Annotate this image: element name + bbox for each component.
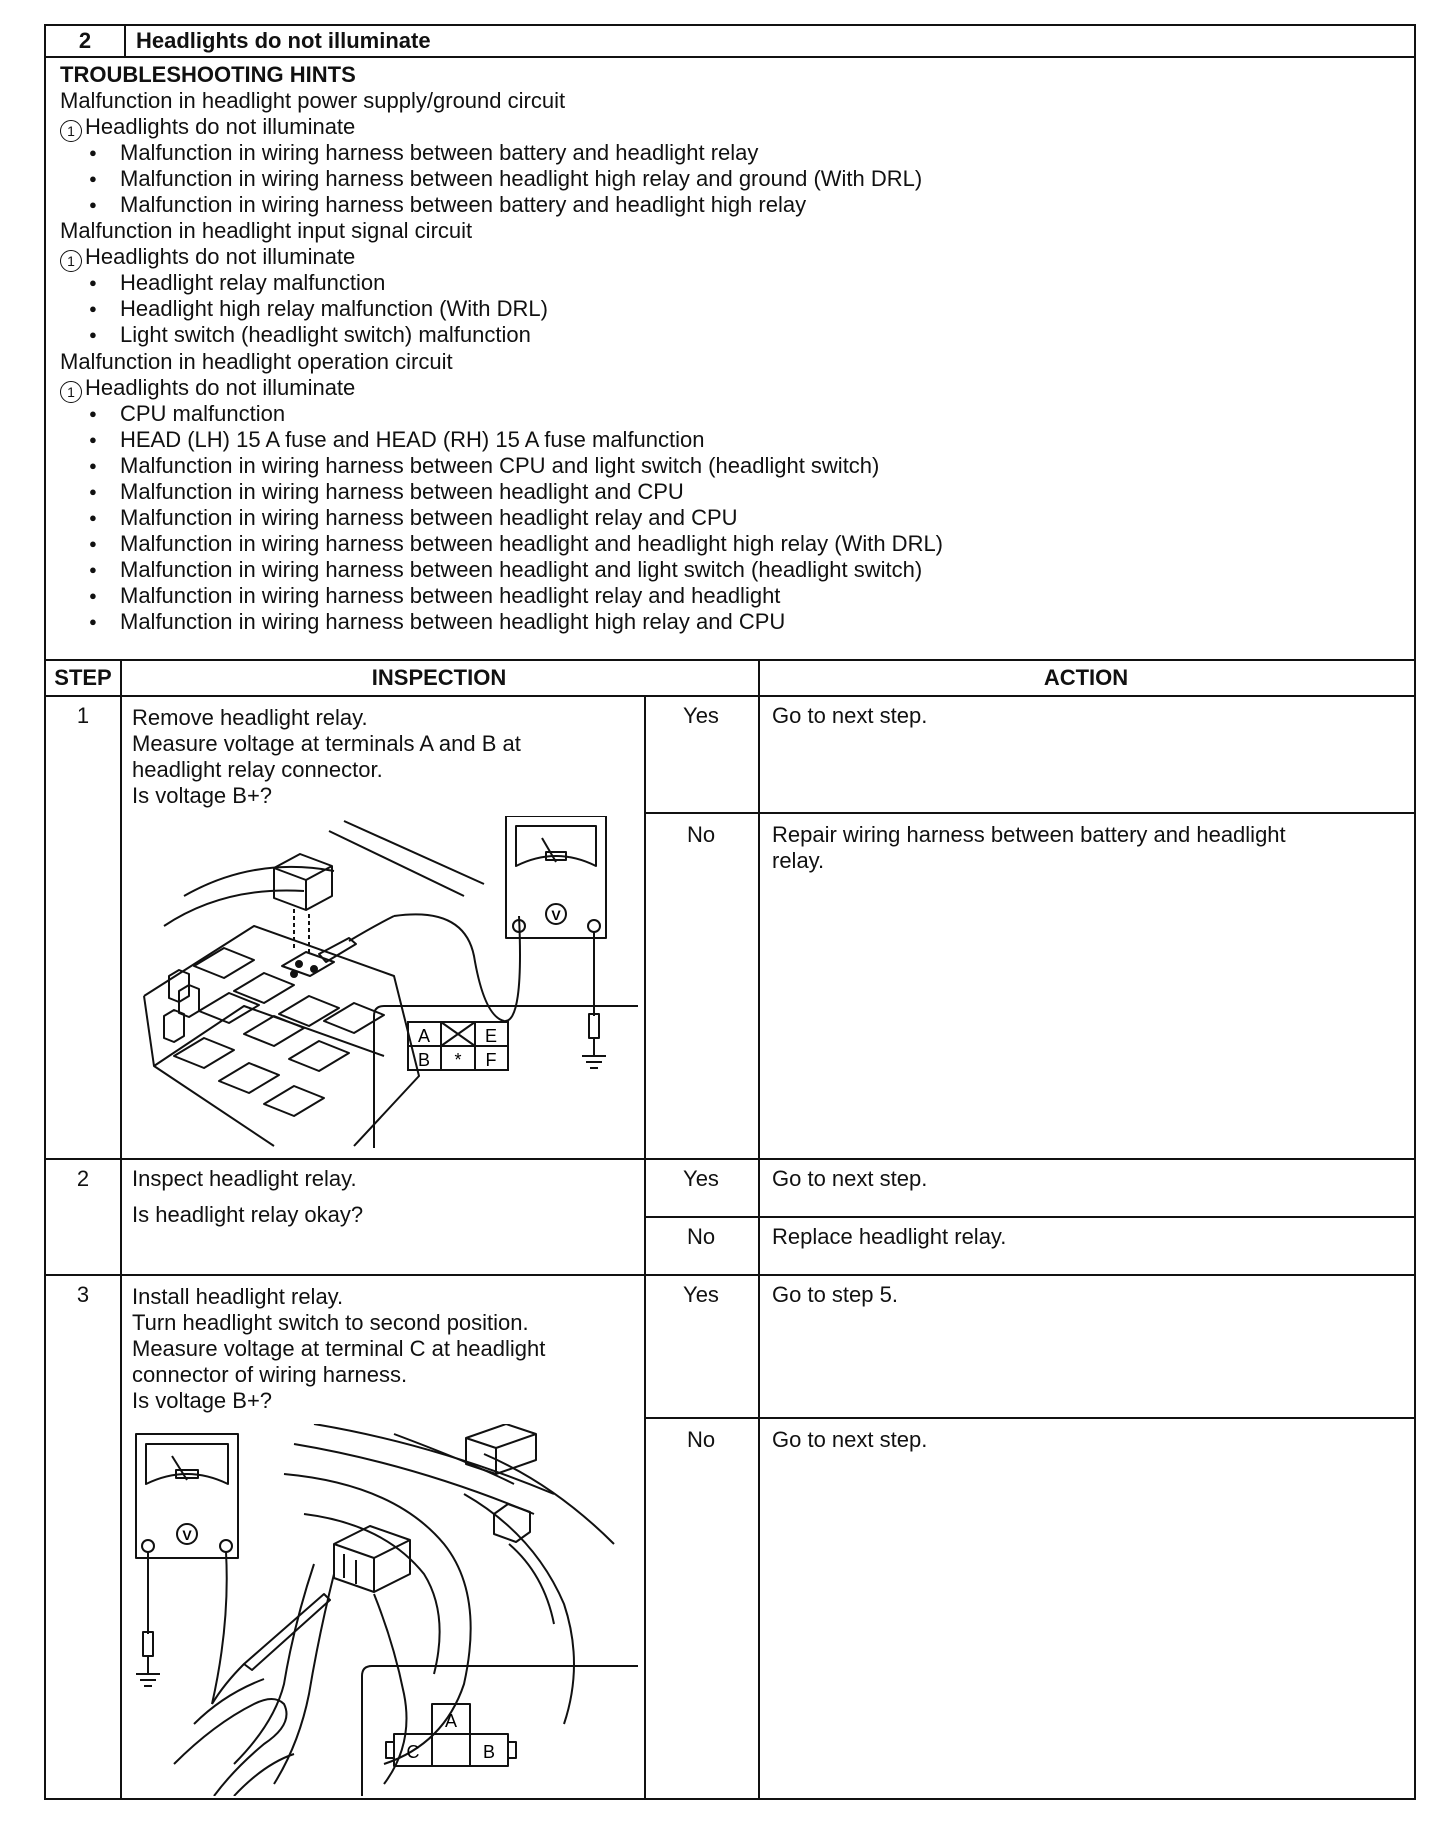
- answer-label: No: [686, 1427, 716, 1452]
- step-inspection-text: Install headlight relay. Turn headlight switch to second position. Measure voltage at terminal C at headlight connector of wiring harness. Is voltage B+?: [132, 1284, 546, 1413]
- terminal-label: E: [484, 1026, 498, 1046]
- answer-label: No: [686, 1224, 716, 1249]
- hint-cause-item: ● Malfunction in wiring harness between headlight relay and CPU: [90, 505, 738, 531]
- terminal-label: *: [454, 1050, 462, 1070]
- section-number: 2: [78, 28, 92, 53]
- step-inspection-text: Is headlight relay okay?: [132, 1202, 364, 1227]
- hint-group-heading: Malfunction in headlight operation circuit: [60, 349, 453, 374]
- action-text: Go to next step.: [772, 1427, 928, 1452]
- table-header-rule: [46, 695, 1414, 697]
- hint-cause-item: ● HEAD (LH) 15 A fuse and HEAD (RH) 15 A fuse malfunction: [90, 427, 705, 453]
- hint-cause-item: ● Malfunction in wiring harness between battery and headlight relay: [90, 140, 758, 166]
- step-number: 2: [76, 1166, 90, 1191]
- circled-number-badge: 1: [60, 120, 82, 142]
- hint-cause-item: ● Malfunction in wiring harness between headlight high relay and ground (With DRL): [90, 166, 922, 192]
- hint-cause-item: ● Malfunction in wiring harness between headlight relay and headlight: [90, 583, 780, 609]
- circled-number-badge: 1: [60, 250, 82, 272]
- action-text: Go to next step.: [772, 703, 928, 728]
- answer-label: Yes: [683, 1166, 719, 1191]
- hint-cause-item: ● Headlight high relay malfunction (With DRL): [90, 296, 548, 322]
- terminal-label: A: [417, 1026, 431, 1046]
- header-rule: [46, 56, 1414, 58]
- step3-yes-rule: [644, 1417, 1414, 1419]
- action-text: Go to next step.: [772, 1166, 928, 1191]
- step-inspection-text: Inspect headlight relay.: [132, 1166, 357, 1191]
- column-header-inspection: INSPECTION: [371, 665, 507, 690]
- hint-group-heading: Malfunction in headlight input signal circuit: [60, 218, 473, 243]
- hint-cause-item: ● Malfunction in wiring harness between headlight high relay and CPU: [90, 609, 785, 635]
- hint-cause-item: ● Malfunction in wiring harness between headlight and headlight high relay (With DRL): [90, 531, 943, 557]
- action-text: Repair wiring harness between battery and headlight relay.: [772, 822, 1286, 873]
- hint-group-heading: Malfunction in headlight power supply/ground circuit: [60, 88, 566, 113]
- headlight-connector-illustration: [134, 1424, 638, 1796]
- terminal-label: C: [406, 1742, 420, 1762]
- step1-yes-rule: [644, 812, 1414, 814]
- hint-cause-item: ● Malfunction in wiring harness between headlight and CPU: [90, 479, 684, 505]
- hint-cause-item: ● CPU malfunction: [90, 401, 285, 427]
- circled-number-badge: 1: [60, 381, 82, 403]
- step2-rule: [46, 1274, 1414, 1276]
- step-inspection-text: Remove headlight relay. Measure voltage at terminals A and B at headlight relay connector. Is voltage B+?: [132, 705, 521, 808]
- step-col-divider: [120, 659, 122, 1800]
- step2-yes-rule: [644, 1216, 1414, 1218]
- header-divider: [124, 26, 126, 56]
- step-number: 3: [76, 1282, 90, 1307]
- answer-label: No: [686, 822, 716, 847]
- step-number: 1: [76, 703, 90, 728]
- action-text: Go to step 5.: [772, 1282, 898, 1307]
- terminal-label: F: [485, 1050, 497, 1070]
- hints-rule: [46, 659, 1414, 661]
- hint-cause-item: ● Malfunction in wiring harness between headlight and light switch (headlight switch): [90, 557, 922, 583]
- hint-symptom: 1 Headlights do not illuminate: [60, 244, 355, 272]
- voltmeter-symbol: V: [182, 1527, 192, 1543]
- answer-label: Yes: [683, 703, 719, 728]
- hint-symptom: 1 Headlights do not illuminate: [60, 375, 355, 403]
- section-title: Headlights do not illuminate: [136, 28, 431, 53]
- terminal-label: B: [482, 1742, 496, 1762]
- terminal-label: A: [444, 1711, 458, 1731]
- hint-cause-item: ● Headlight relay malfunction: [90, 270, 385, 296]
- answer-col-divider: [758, 695, 760, 1800]
- answer-label: Yes: [683, 1282, 719, 1307]
- column-header-step: STEP: [54, 665, 112, 690]
- voltmeter-symbol: V: [551, 907, 561, 923]
- action-text: Replace headlight relay.: [772, 1224, 1007, 1249]
- hints-title: TROUBLESHOOTING HINTS: [60, 62, 356, 87]
- relay-measurement-illustration: [134, 816, 638, 1152]
- hint-cause-item: ● Malfunction in wiring harness between battery and headlight high relay: [90, 192, 806, 218]
- terminal-label: B: [417, 1050, 431, 1070]
- hint-cause-item: ● Malfunction in wiring harness between CPU and light switch (headlight switch): [90, 453, 879, 479]
- step1-rule: [46, 1158, 1414, 1160]
- troubleshooting-sheet: [44, 24, 1416, 1800]
- column-header-action: ACTION: [1043, 665, 1129, 690]
- hint-symptom: 1 Headlights do not illuminate: [60, 114, 355, 142]
- hint-cause-item: ● Light switch (headlight switch) malfunction: [90, 322, 531, 348]
